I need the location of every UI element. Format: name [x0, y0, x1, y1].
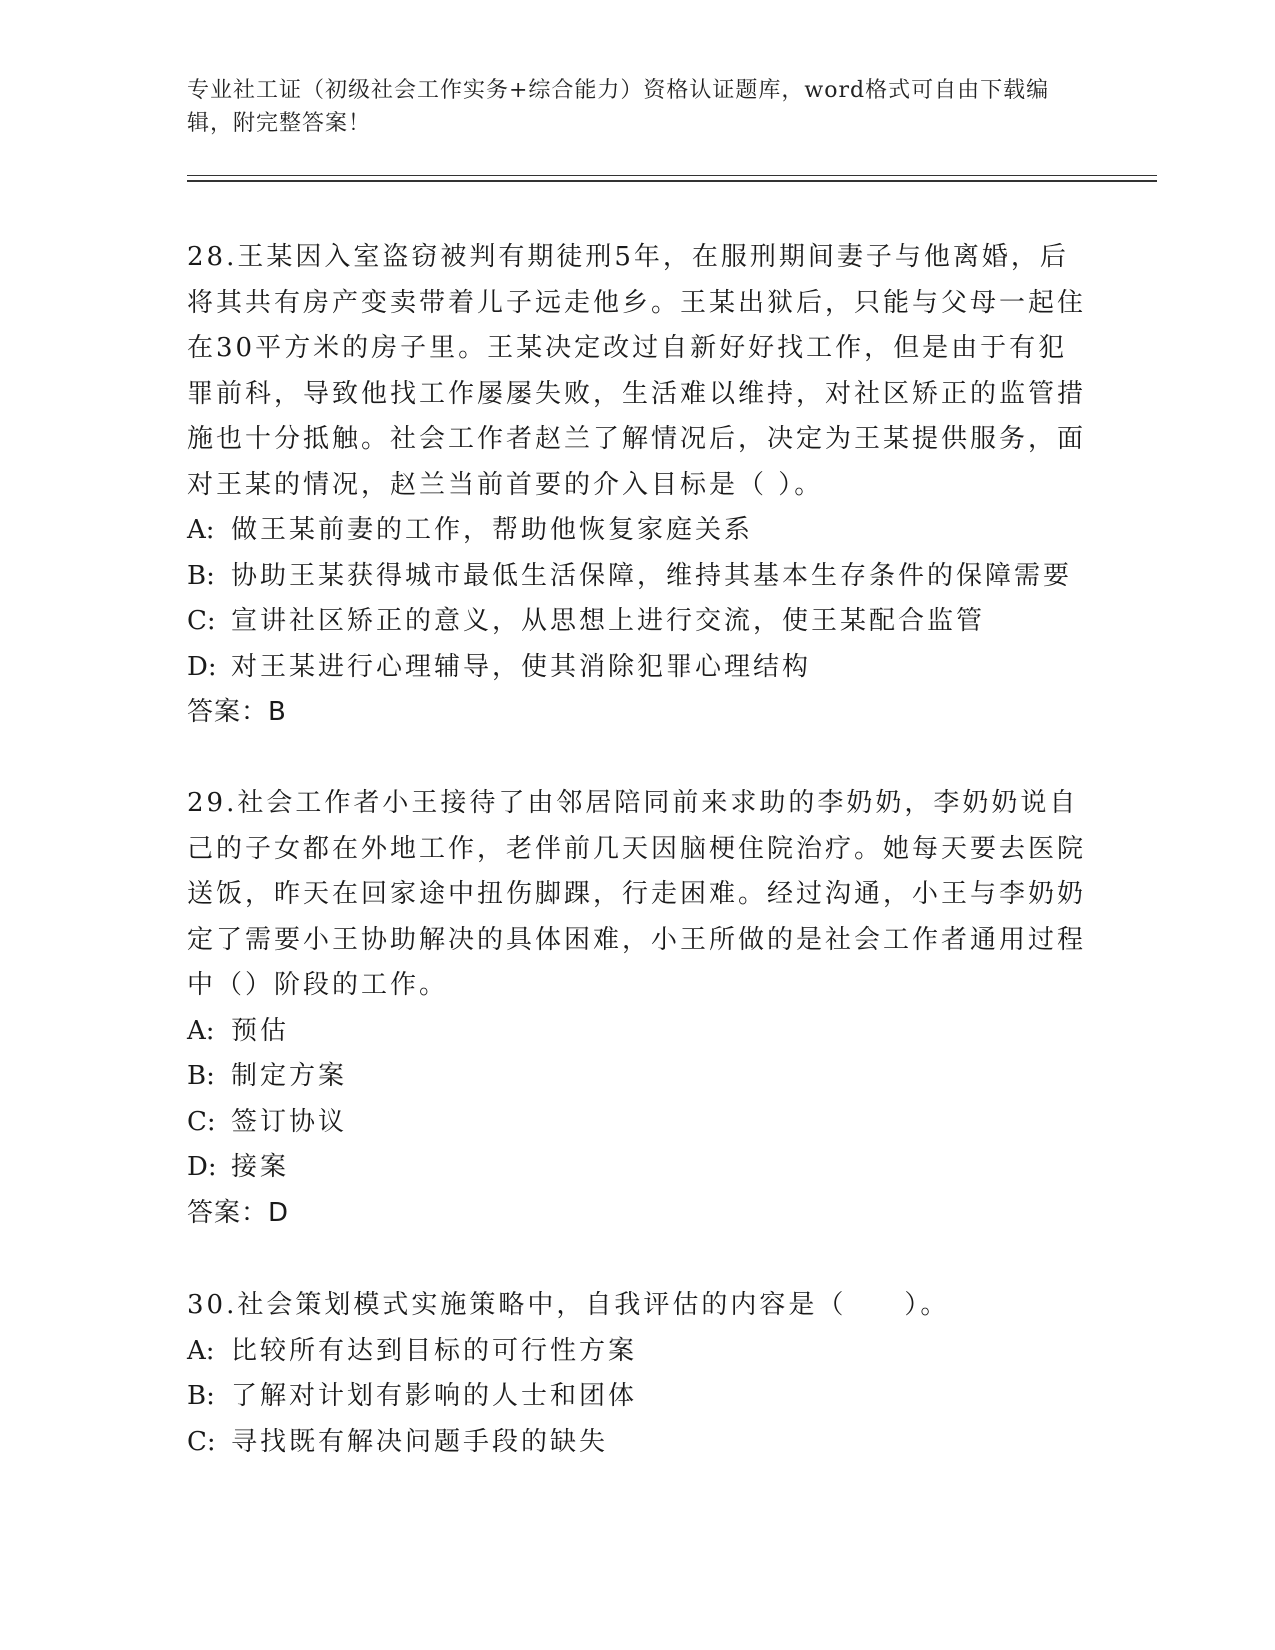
- option-label: A:: [187, 515, 215, 545]
- option-c: [187, 1420, 1087, 1466]
- option-text: 做王某前妻的工作，帮助他恢复家庭关系: [231, 515, 754, 545]
- question-30: [187, 1283, 1087, 1465]
- option-text: 签订协议: [231, 1106, 348, 1137]
- option-text: 比较所有达到目标的可行性方案: [231, 1335, 638, 1366]
- question-stem: 30.社会策划模式实施策略中，自我评估的内容是（ ）。: [187, 1290, 950, 1320]
- option-label: B:: [187, 1381, 215, 1411]
- option-label: A:: [187, 1335, 215, 1366]
- question-29: [187, 781, 1087, 1236]
- header-divider-thin: [187, 175, 1157, 176]
- option-label: B:: [187, 1061, 215, 1091]
- option-label: D:: [187, 1152, 217, 1182]
- option-text: 接案: [231, 1152, 290, 1182]
- option-b: [187, 1374, 1087, 1420]
- option-b: [187, 1054, 1087, 1100]
- question-stem: 29.社会工作者小王接待了由邻居陪同前来求助的李奶奶，李奶奶说自己的子女都在外地工作，老伴前几天因脑梗住院治疗。她每天要去医院送饭，昨天在回家途中扭伤脚踝，行走困难。经过沟通，小王与李奶奶定了需要小王协助解决的具体困难，小王所做的是社会工作者通用过程中（）阶段的工作。: [187, 788, 1087, 1000]
- option-b: [187, 554, 1087, 600]
- option-text: 制定方案: [231, 1061, 348, 1091]
- option-text: 对王某进行心理辅导，使其消除犯罪心理结构: [231, 651, 812, 682]
- option-label: C:: [187, 1106, 216, 1137]
- header-divider-thick: [187, 180, 1157, 182]
- option-d: [187, 1145, 1087, 1191]
- option-text: 协助王某获得城市最低生活保障，维持其基本生存条件的保障需要: [231, 560, 1073, 591]
- option-a: [187, 1009, 1087, 1055]
- option-label: C:: [187, 1426, 216, 1457]
- option-text: 预估: [231, 1015, 290, 1046]
- option-c: [187, 1100, 1087, 1146]
- option-a: [187, 1329, 1087, 1375]
- question-stem: 28.王某因入室盗窃被判有期徒刑5年，在服刑期间妻子与他离婚，后将其共有房产变卖带着儿子远走他乡。王某出狱后，只能与父母一起住在30平方米的房子里。王某决定改过自新好好找工作，但是由于有犯罪前科，导致他找工作屡屡失败，生活难以维持，对社区矫正的监管措施也十分抵触。社会工作者赵兰了解情况后，决定为王某提供服务，面对王某的情况，赵兰当前首要的介入目标是（ ）。: [187, 242, 1087, 500]
- answer: 答案：B: [187, 697, 287, 727]
- option-text: 宣讲社区矫正的意义，从思想上进行交流，使王某配合监管: [231, 606, 986, 636]
- option-text: 寻找既有解决问题手段的缺失: [231, 1426, 609, 1457]
- option-label: C:: [187, 606, 216, 636]
- option-d: [187, 645, 1087, 691]
- answer: 答案：D: [187, 1197, 290, 1228]
- option-label: D:: [187, 651, 217, 682]
- option-a: [187, 508, 1087, 554]
- document-header: 专业社工证（初级社会工作实务+综合能力）资格认证题库，word格式可自由下载编辑，附完整答案！: [187, 78, 1050, 136]
- option-label: A:: [187, 1015, 215, 1046]
- question-28: [187, 235, 1087, 736]
- option-c: [187, 599, 1087, 645]
- option-text: 了解对计划有影响的人士和团体: [231, 1381, 638, 1411]
- option-label: B:: [187, 560, 215, 591]
